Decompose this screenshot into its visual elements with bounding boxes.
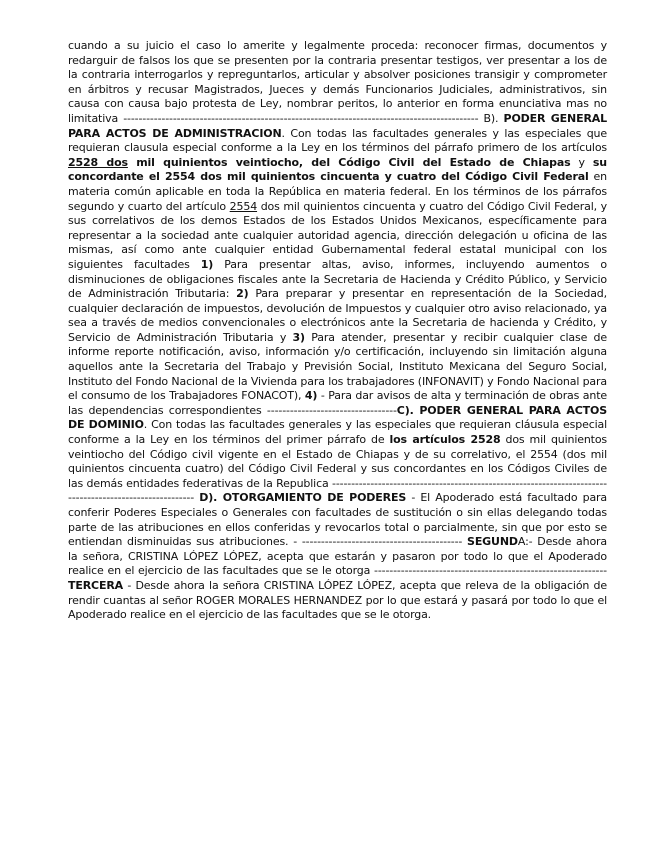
item-number: 1) <box>200 257 214 271</box>
text-span: - El Apoderado está facultado para conferir Poderes Especiales o Generales con facultades de sustitución o sin ellas delegando todas parte de las atribuciones en ellos conferidas y revocarlos total o parcialmente, sin que por esto se entiendan disminuidas sus atribuciones. - ------------------------------------------ <box>68 491 608 549</box>
text-span: - Desde ahora la señora CRISTINA LÓPEZ LÓPEZ, acepta que releva de la obligación de rendir cuantas al señor ROGER MORALES HERNANDEZ por lo que estará y pasará por todo lo que el Apoderado realice en el ejercicio de las facultades que se le otorga. <box>68 578 607 622</box>
text-span: y <box>570 155 593 169</box>
text-span: - Para dar avisos de alta y terminación de obras ante las dependencias correspondientes ---------------------------------- <box>68 389 607 417</box>
text-span: . Con todas las facultades generales y las especiales que requieran cláusula especial conforme a la Ley en los términos del primer párrafo de <box>68 418 608 447</box>
article-number-underlined: 2528 dos <box>68 155 128 169</box>
item-number: 3) <box>292 330 305 344</box>
text-span: A:- Desde ahora la señora, CRISTINA LÓPEZ LÓPEZ, acepta que estarán y pasaron por todo lo que el Apoderado realice en el ejercicio de las facultades que se le otorga ------------------------------------------------------------- <box>68 535 607 578</box>
document-paragraph <box>68 39 607 623</box>
item-number: 4) <box>304 389 318 403</box>
heading-poder-general-dominio: C). PODER GENERAL PARA ACTOS DE DOMINIO <box>68 403 608 432</box>
heading-segunda: SEGUND <box>467 535 518 549</box>
text-span: Para atender, presentar y recibir cualquier clase de informe reporte notificación, aviso, información y/o certificación, incluyendo sin limitación alguna aquellos ante la Secretaria del Trabajo y Previsión Social, Instituto Mexicana del Seguro Social, Instituto del Fondo Nacional de la Vivienda para los trabajadores (INFONAVIT) y Fondo Nacional para el consumo de los Trabajadores FONACOT), <box>68 330 607 403</box>
text-span: cuando a su juicio el caso lo amerite y legalmente proceda: reconocer firmas, documentos y redarguir de falsos los que se presenten por la contraria presentar testigos, ver presentar a los de la contraria interrogarlos y repreguntarlos, articular y absolver posiciones transigir y comprometer en árbitros y recusar Magistrados, Jueces y demás Funcionarios Judiciales, administrativos, sin causa con causa bajo protesta de Ley, nombrar peritos, lo anterior en forma enunciativa mas no limitativa --------------------------------------------------------------------------------------------- B). <box>68 39 607 125</box>
article-number-underlined: 2554 <box>229 199 258 213</box>
bold-text-span: los artículos 2528 <box>389 433 501 447</box>
text-span: dos mil quinientos veintiocho del Código civil vigente en el Estado de Chiapas y de su correlativo, el 2554 (dos mil quinientos cincuenta cuatro) del Código Civil Federal y sus concordantes en los Códigos Civiles de las demás entidades federativas de la Republica --------------------------------------------------------------------------------------------------------- <box>68 433 607 505</box>
text-span: . Con todas las facultades generales y las especiales que requieran clausula especial conforme a la Ley en los términos del párrafo primero de los artículos <box>68 126 607 155</box>
item-number: 2) <box>236 287 249 301</box>
text-span: Para presentar altas, aviso, informes, incluyendo aumentos o disminuciones de obligaciones fiscales ante la Secretaria de Hacienda y Crédito Público, y Servicio de Administración Tributaria: <box>68 257 608 301</box>
text-span: Para preparar y presentar en representación de la Sociedad, cualquier declaración de impuestos, devolución de Impuestos y cualquier otro aviso relacionado, ya sea a través de medios convencionales o electrónicos ante la Secretaria de hacienda y Crédito, y Servicio de Administración Tributaria y <box>68 287 607 344</box>
bold-text-span: mil quinientos veintiocho, del Código Civil del Estado de Chiapas <box>127 155 571 169</box>
text-span: en materia común aplicable en toda la República en materia federal. En los términos de los párrafos segundo y cuarto del artículo <box>68 170 607 213</box>
bold-text-span: su concordante el 2554 dos mil quinientos cincuenta y cuatro del Código Civil Federal <box>68 155 607 184</box>
heading-poder-general-administracion: PODER GENERAL PARA ACTOS DE ADMINISTRACION <box>68 111 607 140</box>
text-span: dos mil quinientos cincuenta y cuatro del Código Civil Federal, y sus correlativos de los demos Estados de los Estados Unidos Mexicanos, específicamente para representar a la sociedad ante cualquier autoridad agencia, dirección delegación u oficina de las mismas, así como ante cualquier entidad Gubernamental federal estatal municipal con los siguientes facultades <box>68 199 608 271</box>
heading-tercera: TERCERA <box>68 578 124 592</box>
heading-otorgamiento-poderes: D). OTORGAMIENTO DE PODERES <box>199 491 407 505</box>
document-body <box>68 39 607 623</box>
